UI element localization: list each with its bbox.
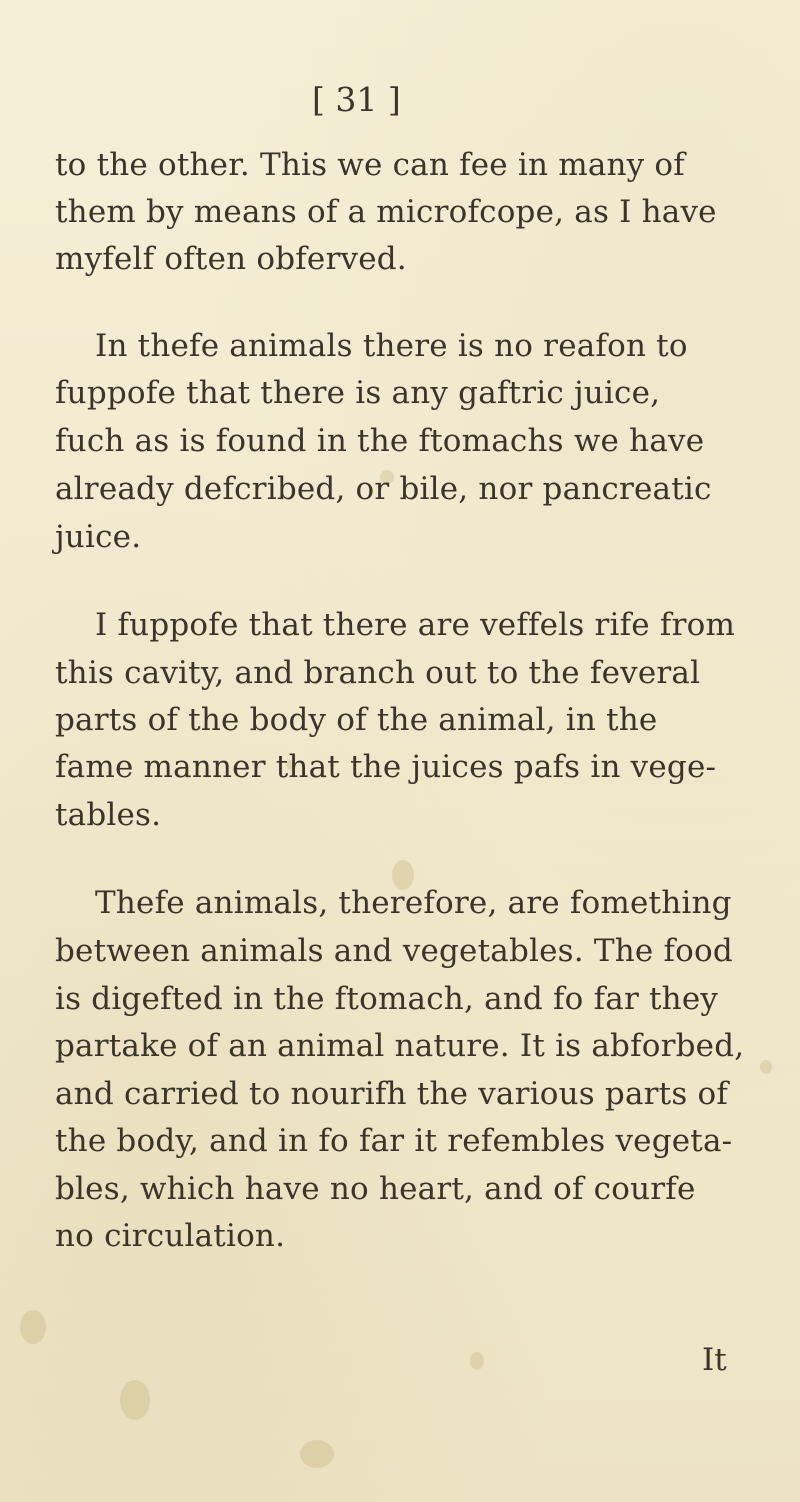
foxing-spot xyxy=(470,1352,484,1370)
text-line: parts of the body of the animal, in the xyxy=(55,702,658,738)
text-line: fame manner that the juices pafs in vege- xyxy=(55,749,717,785)
foxing-spot xyxy=(300,1440,334,1468)
text-line: I fuppofe that there are veffels rife from xyxy=(95,607,736,643)
foxing-spot xyxy=(120,1380,150,1420)
text-line: no circulation. xyxy=(55,1218,286,1254)
text-line: tables. xyxy=(55,797,162,833)
text-line: In thefe animals there is no reafon to xyxy=(95,328,688,364)
foxing-spot xyxy=(760,1060,772,1074)
text-line: bles, which have no heart, and of courfe xyxy=(55,1171,696,1207)
text-line: myfelf often obferved. xyxy=(55,241,407,277)
page-number-header: [ 31 ] xyxy=(312,80,401,119)
text-line: juice. xyxy=(55,519,142,555)
text-line: is digefted in the ftomach, and fo far they xyxy=(55,981,719,1017)
text-line: fuch as is found in the ftomachs we have xyxy=(55,423,705,459)
text-line: already defcribed, or bile, nor pancreatic xyxy=(55,471,712,507)
text-line: to the other. This we can fee in many of xyxy=(55,147,685,183)
text-line: this cavity, and branch out to the feveral xyxy=(55,655,701,691)
text-line: them by means of a microfcope, as I have xyxy=(55,194,717,230)
catchword: It xyxy=(702,1342,727,1378)
text-line: partake of an animal nature. It is abforbed, xyxy=(55,1028,745,1064)
text-line: Thefe animals, therefore, are fomething xyxy=(95,885,732,921)
text-line: the body, and in fo far it refembles vegeta- xyxy=(55,1123,733,1159)
text-line: fuppofe that there is any gaftric juice, xyxy=(55,375,661,411)
text-line: between animals and vegetables. The food xyxy=(55,933,733,969)
text-line: and carried to nourifh the various parts of xyxy=(55,1076,729,1112)
foxing-spot xyxy=(20,1310,46,1344)
